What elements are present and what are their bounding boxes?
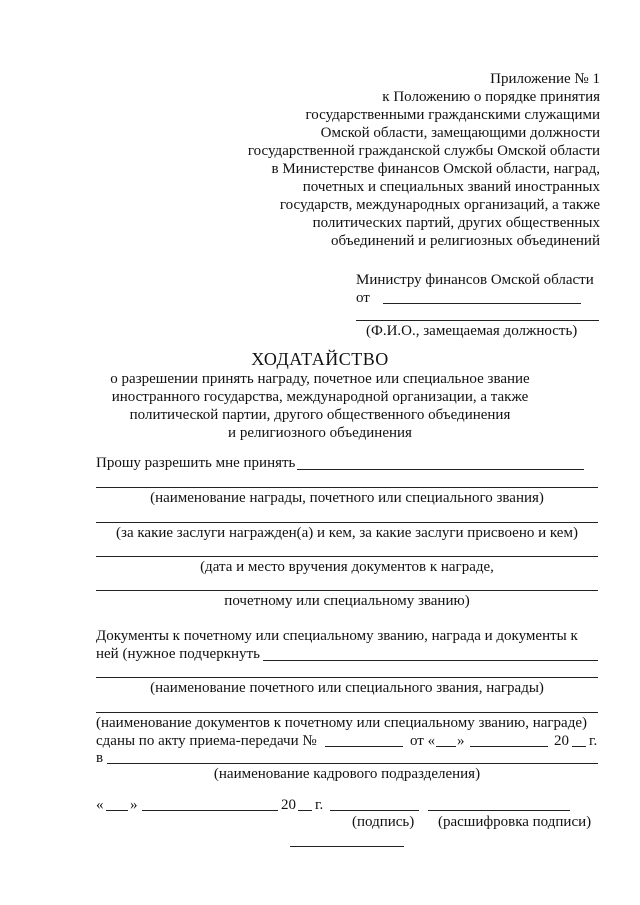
signature-field[interactable]: [330, 810, 419, 811]
appendix-line: государственной гражданской службы Омской области: [247, 143, 600, 159]
sig-year-suffix: г.: [315, 797, 324, 813]
documents-line2: ней (нужное подчеркнуть: [96, 646, 260, 662]
act-month-field[interactable]: [470, 746, 548, 747]
appendix-line: Омской области, замещающими должности: [320, 125, 600, 141]
document-subtitle-line: о разрешении принять награду, почетное или специальное звание: [110, 371, 530, 387]
date-place-field-line2[interactable]: [96, 590, 598, 591]
addressee-from-label: от: [356, 290, 370, 306]
appendix-title: Приложение № 1: [490, 71, 600, 87]
title-award-field[interactable]: [96, 677, 598, 678]
act-number-field[interactable]: [325, 746, 403, 747]
fio-caption: (Ф.И.О., замещаемая должность): [366, 323, 578, 339]
award-field-line2[interactable]: [96, 487, 598, 488]
request-intro: Прошу разрешить мне принять: [96, 455, 296, 471]
documents-underline-field[interactable]: [263, 660, 598, 661]
signature-decoding-field[interactable]: [428, 810, 570, 811]
sig-quote-close: »: [130, 797, 138, 813]
caption-date-place-cont: почетному или специальному званию): [224, 593, 470, 609]
appendix-line: к Положению о порядке принятия: [382, 89, 600, 105]
appendix-line: объединений и религиозных объединений: [331, 233, 600, 249]
documents-names-field[interactable]: [96, 712, 598, 713]
caption-date-place: (дата и место вручения документов к награде,: [200, 559, 494, 575]
document-subtitle-line: политической партии, другого общественного объединения: [129, 407, 511, 423]
merits-field[interactable]: [96, 522, 598, 523]
in-label: в: [96, 750, 104, 766]
sig-year-field[interactable]: [298, 810, 312, 811]
act-year-field[interactable]: [572, 746, 586, 747]
act-day-field[interactable]: [436, 746, 456, 747]
hr-unit-field[interactable]: [107, 763, 598, 764]
from-position-field[interactable]: [356, 320, 599, 321]
date-place-field[interactable]: [96, 556, 598, 557]
bottom-separator: [290, 846, 404, 847]
appendix-line: государств, международных организаций, а также: [279, 197, 600, 213]
addressee-to: Министру финансов Омской области: [356, 272, 594, 288]
handover-quote-close: »: [457, 733, 465, 749]
document-subtitle-line: иностранного государства, международной организации, а также: [111, 389, 529, 405]
document-subtitle-line: и религиозного объединения: [228, 425, 412, 441]
appendix-line: политических партий, других общественных: [312, 215, 600, 231]
caption-merits: (за какие заслуги награжден(а) и кем, за какие заслуги присвоено и кем): [116, 525, 578, 541]
documents-line1: Документы к почетному или специальному званию, награда и документы к: [96, 628, 578, 644]
sig-day-field[interactable]: [106, 810, 128, 811]
caption-title-award: (наименование почетного или специального звания, награды): [150, 680, 544, 696]
caption-award-name: (наименование награды, почетного или специального звания): [150, 490, 544, 506]
sig-year-prefix: 20: [281, 797, 296, 813]
handover-from: от «: [410, 733, 436, 749]
handover-year-suffix: г.: [589, 733, 598, 749]
sig-month-field[interactable]: [142, 810, 278, 811]
caption-hr-unit: (наименование кадрового подразделения): [213, 766, 481, 782]
award-field[interactable]: [297, 469, 584, 470]
handover-year: 20: [554, 733, 569, 749]
caption-signature: (подпись): [352, 814, 415, 830]
appendix-line: в Министерстве финансов Омской области, наград,: [271, 161, 600, 177]
document-title: ХОДАТАЙСТВО: [251, 349, 389, 369]
caption-decoding: (расшифровка подписи): [438, 814, 592, 830]
from-name-field[interactable]: [383, 303, 581, 304]
handover-prefix: сданы по акту приема-передачи №: [96, 733, 317, 749]
sig-quote-open: «: [96, 797, 104, 813]
caption-documents: (наименование документов к почетному или специальному званию, награде): [96, 715, 587, 731]
appendix-line: почетных и специальных званий иностранных: [302, 179, 600, 195]
appendix-line: государственными гражданскими служащими: [305, 107, 600, 123]
